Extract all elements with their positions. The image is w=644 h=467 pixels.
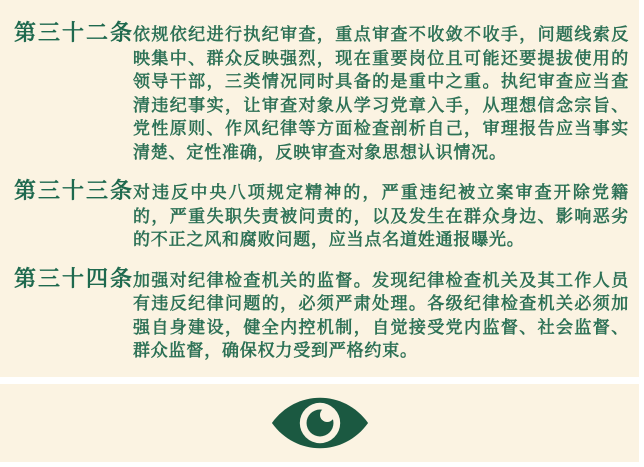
article-32-number: 第三十二条 [14,20,135,45]
eye-icon [270,394,370,452]
article-34-text: 加强对纪律检查机关的监督。发现纪律检查机关及其工作人员有违反纪律问题的，必须严肃处理。各级纪律检查机关必须加强自身建设，健全内控机制，自觉接受党内监督、社会监督、群众监督，确保权力受到严格约束。 [133,270,629,360]
article-34-number: 第三十四条 [14,265,135,291]
footer-panel [0,384,639,462]
article-34 [14,267,639,363]
article-32 [14,21,639,164]
article-33-number: 第三十三条 [14,178,135,203]
article-32-text: 依规依纪进行执纪审查，重点审查不收敛不收手，问题线索反映集中、群众反映强烈，现在重要岗位且可能还要提拔使用的领导干部，三类情况同时具备的是重中之重。执纪审查应当查清违纪事实，让审查对象从学习党章入手，从理想信念宗旨、党性原则、作风纪律等方面检查剖析自己，审理报告应当事实清楚、定性准确，反映审查对象思想认识情况。 [133,25,629,162]
article-33 [14,179,639,252]
article-33-text: 对违反中央八项规定精神的，严重违纪被立案审查开除党籍的，严重失职失责被问责的，以及发生在群众身边、影响恶劣的不正之风和腐败问题，应当点名道姓通报曝光。 [133,183,629,249]
